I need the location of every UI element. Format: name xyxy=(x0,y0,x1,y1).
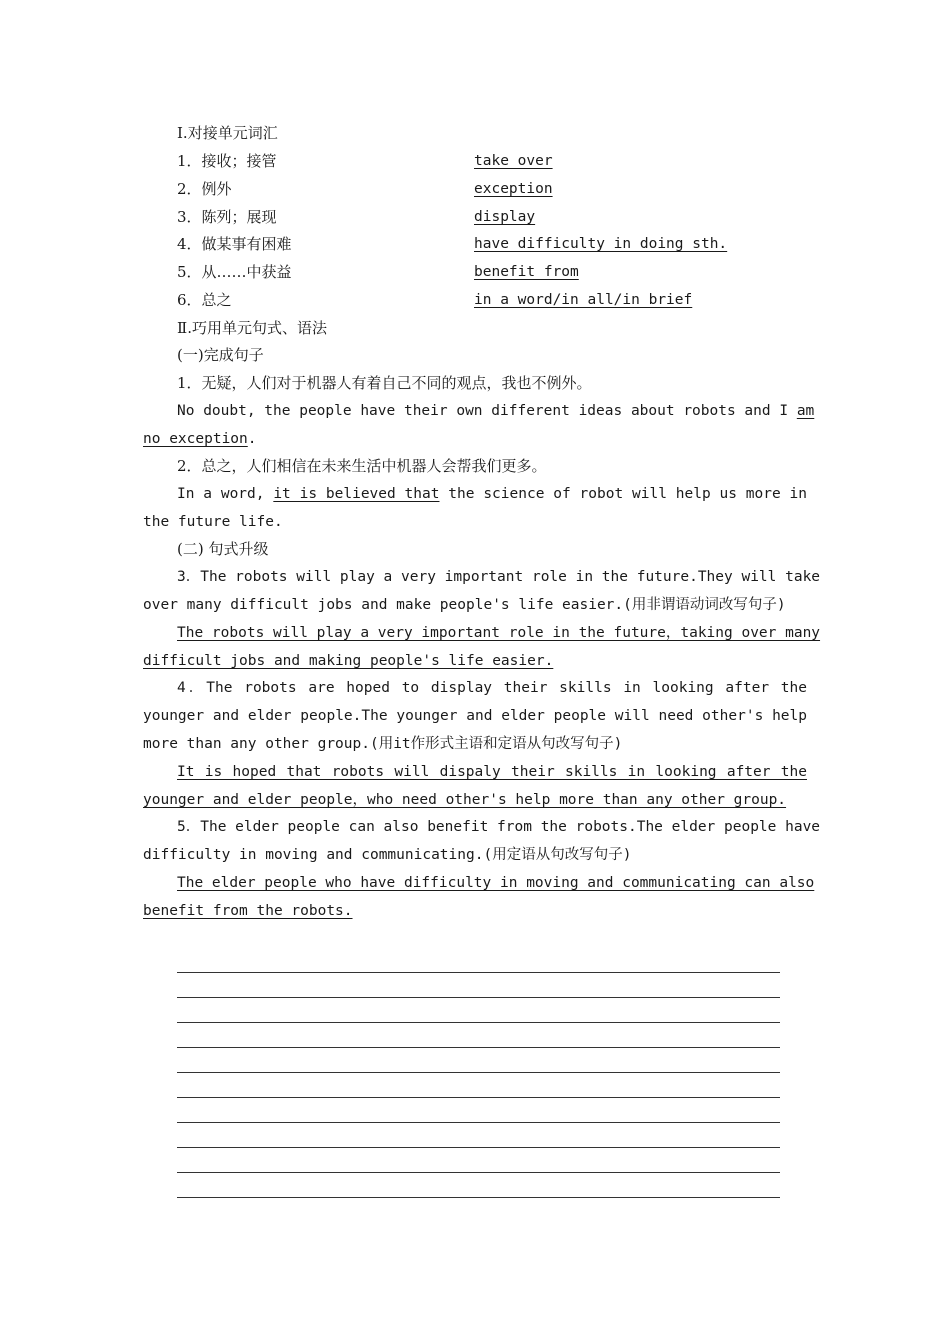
q2-english-rest: the science of robot will help us more in xyxy=(439,486,807,502)
vocab-item-4-en: have difficulty in doing sth. xyxy=(474,236,728,252)
q4-answer-line2: younger and elder people，who need other's help more than any other group. xyxy=(143,792,787,808)
vocab-item-6-en: in a word/in all/in brief xyxy=(474,292,693,308)
q2-chinese: 2．总之，人们相信在未来生活中机器人会帮我们更多。 xyxy=(177,457,547,475)
writing-line xyxy=(177,1197,780,1198)
vocab-item-5-en: benefit from xyxy=(474,264,579,280)
q1-english-line1 xyxy=(177,397,815,425)
q2-answer-blank: it is believed that xyxy=(273,486,440,502)
q3-answer-line1: The robots will play a very important role in the future，taking over many xyxy=(177,625,821,641)
writing-line xyxy=(177,1122,780,1123)
q5-answer-line2: benefit from the robots. xyxy=(143,903,353,919)
q5-prompt-line2: difficulty in moving and communicating.(用定语从句改写句子) xyxy=(143,847,632,863)
section2-heading: Ⅱ.巧用单元句式、语法 xyxy=(177,319,327,337)
writing-line xyxy=(177,997,780,998)
writing-line xyxy=(177,1022,780,1023)
vocab-item-1-en: take over xyxy=(474,153,553,169)
q1-english-text: No doubt, the people have their own different ideas about robots and I xyxy=(177,403,797,419)
q2-english-line1 xyxy=(177,480,807,508)
q4-prompt-line3: more than any other group.(用it作形式主语和定语从句改写句子) xyxy=(143,736,623,752)
q1-answer-blank-b: no exception xyxy=(143,431,248,447)
q2-english-start: In a word, xyxy=(177,486,274,502)
q2-english-line2: the future life. xyxy=(143,514,283,530)
q4-prompt-line2: younger and elder people.The younger and elder people will need other's help xyxy=(143,708,807,724)
vocab-item-6-cn: 6．总之 xyxy=(177,291,232,309)
part2-title: (二) 句式升级 xyxy=(177,540,269,558)
q4-prompt-line1: 4．The robots are hoped to display their skills in looking after the xyxy=(177,680,807,696)
q1-answer-blank-a: am xyxy=(796,403,815,419)
q3-prompt-line1: 3．The robots will play a very important role in the future.They will take xyxy=(177,569,821,585)
vocab-item-5-cn: 5．从……中获益 xyxy=(177,263,292,281)
q3-prompt-line2: over many difficult jobs and make people's life easier.(用非谓语动词改写句子) xyxy=(143,597,786,613)
writing-line xyxy=(177,1047,780,1048)
q4-answer-line1: It is hoped that robots will dispaly their skills in looking after the xyxy=(177,764,807,780)
q1-english-end: . xyxy=(247,431,257,447)
q1-english-line2 xyxy=(143,425,807,453)
q5-prompt-line1: 5．The elder people can also benefit from the robots.The elder people have xyxy=(177,819,821,835)
vocab-item-3-cn: 3．陈列；展现 xyxy=(177,208,277,226)
writing-line xyxy=(177,1097,780,1098)
q1-chinese: 1．无疑，人们对于机器人有着自己不同的观点，我也不例外。 xyxy=(177,374,592,392)
vocab-item-3-en: display xyxy=(474,209,536,225)
section1-heading: Ⅰ.对接单元词汇 xyxy=(177,124,278,142)
writing-line xyxy=(177,1072,780,1073)
vocab-item-1-cn: 1．接收；接管 xyxy=(177,152,277,170)
vocab-item-4-cn: 4．做某事有困难 xyxy=(177,235,292,253)
writing-line xyxy=(177,1147,780,1148)
vocab-item-2-cn: 2．例外 xyxy=(177,180,232,198)
q3-answer-line2: difficult jobs and making people's life easier. xyxy=(143,653,554,669)
writing-line xyxy=(177,972,780,973)
q5-answer-line1: The elder people who have difficulty in moving and communicating can also xyxy=(177,875,815,891)
part1-title: (一)完成句子 xyxy=(177,346,264,364)
vocab-item-2-en: exception xyxy=(474,181,553,197)
writing-line xyxy=(177,1172,780,1173)
